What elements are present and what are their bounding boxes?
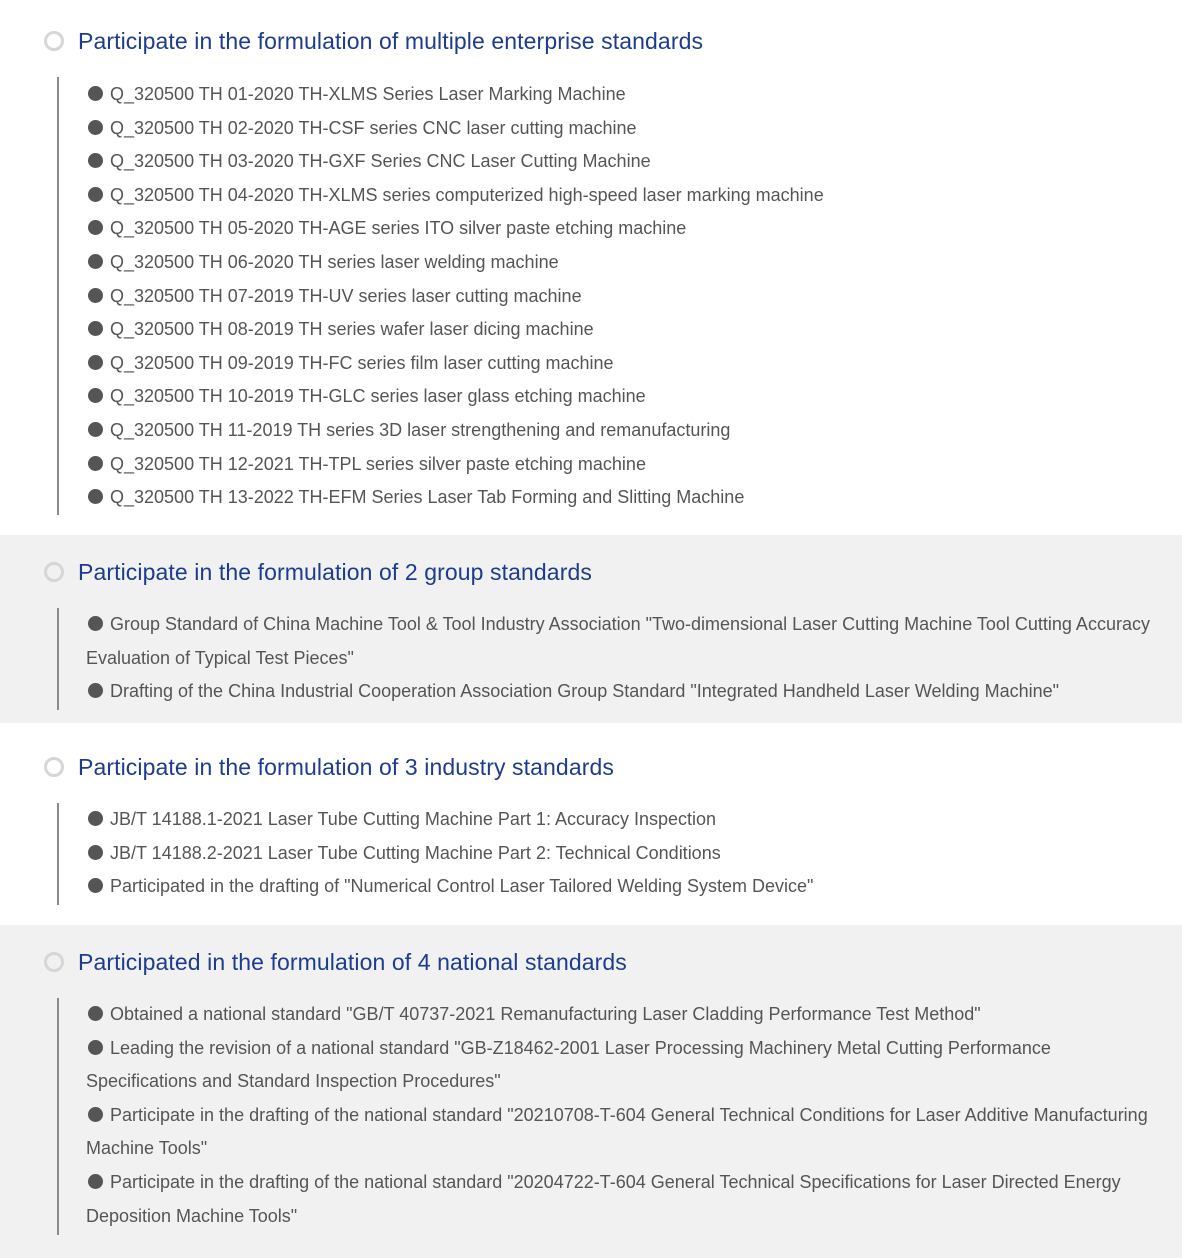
section-title: Participated in the formulation of 4 national standards	[78, 949, 627, 975]
list-item: Q_320500 TH 03-2020 TH-GXF Series CNC Laser Cutting Machine	[86, 145, 1157, 179]
section-header	[44, 947, 627, 977]
bullet-icon	[88, 120, 103, 135]
bullet-icon	[88, 683, 103, 698]
section-industry-standards	[0, 723, 1182, 925]
list-item: Q_320500 TH 11-2019 TH series 3D laser strengthening and remanufacturing	[86, 414, 1157, 448]
bullet-icon	[88, 878, 103, 893]
bullet-icon	[88, 1174, 103, 1189]
bullet-icon	[88, 321, 103, 336]
list-item: Q_320500 TH 12-2021 TH-TPL series silver paste etching machine	[86, 448, 1157, 482]
list-item: JB/T 14188.2-2021 Laser Tube Cutting Machine Part 2: Technical Conditions	[86, 837, 1157, 871]
list-item: Q_320500 TH 06-2020 TH series laser welding machine	[86, 246, 1157, 280]
item-list	[57, 998, 1157, 1235]
bullet-icon	[88, 153, 103, 168]
ring-icon	[44, 757, 64, 777]
bullet-icon	[88, 811, 103, 826]
bullet-icon	[88, 422, 103, 437]
ring-icon	[44, 562, 64, 582]
bullet-icon	[88, 489, 103, 504]
list-item: Participate in the drafting of the national standard "20210708-T-604 General Technical Conditions for Laser Additive Manufacturing Machine Tools"	[86, 1104, 1148, 1159]
item-list	[57, 803, 1157, 905]
bullet-icon	[88, 254, 103, 269]
section-header	[44, 557, 592, 587]
section-header	[44, 752, 614, 782]
bullet-icon	[88, 220, 103, 235]
bullet-icon	[88, 187, 103, 202]
bullet-icon	[88, 456, 103, 471]
list-item: Obtained a national standard "GB/T 40737-2021 Remanufacturing Laser Cladding Performance Test Method"	[86, 998, 1157, 1032]
bullet-icon	[88, 288, 103, 303]
list-item: Participate in the drafting of the national standard "20204722-T-604 General Technical Specifications for Laser Directed Energy Deposition Machine Tools"	[86, 1171, 1121, 1226]
list-item: Q_320500 TH 07-2019 TH-UV series laser cutting machine	[86, 280, 1157, 314]
item-list	[57, 77, 1157, 515]
list-item: Q_320500 TH 01-2020 TH-XLMS Series Laser Marking Machine	[86, 78, 1157, 112]
section-enterprise-standards	[0, 0, 1182, 535]
section-national-standards	[0, 925, 1182, 1258]
list-item: Q_320500 TH 09-2019 TH-FC series film laser cutting machine	[86, 347, 1157, 381]
bullet-icon	[88, 1107, 103, 1122]
list-item: Participated in the drafting of "Numerical Control Laser Tailored Welding System Device"	[86, 870, 1157, 904]
bullet-icon	[88, 1006, 103, 1021]
ring-icon	[44, 952, 64, 972]
list-item: Q_320500 TH 08-2019 TH series wafer laser dicing machine	[86, 313, 1157, 347]
list-item: Q_320500 TH 05-2020 TH-AGE series ITO silver paste etching machine	[86, 212, 1157, 246]
ring-icon	[44, 31, 64, 51]
section-group-standards	[0, 535, 1182, 723]
bullet-icon	[88, 845, 103, 860]
section-title: Participate in the formulation of multiple enterprise standards	[78, 28, 704, 54]
bullet-icon	[88, 1040, 103, 1055]
item-list	[57, 608, 1157, 710]
bullet-icon	[88, 616, 103, 631]
section-title: Participate in the formulation of 2 group standards	[78, 559, 592, 585]
section-title: Participate in the formulation of 3 industry standards	[78, 754, 614, 780]
list-item: Drafting of the China Industrial Cooperation Association Group Standard "Integrated Handheld Laser Welding Machine"	[86, 675, 1157, 709]
list-item: Q_320500 TH 10-2019 TH-GLC series laser glass etching machine	[86, 380, 1157, 414]
list-item: Q_320500 TH 04-2020 TH-XLMS series computerized high-speed laser marking machine	[86, 179, 1157, 213]
list-item: JB/T 14188.1-2021 Laser Tube Cutting Machine Part 1: Accuracy Inspection	[86, 803, 1157, 837]
section-header	[44, 26, 703, 56]
list-item: Group Standard of China Machine Tool & Tool Industry Association "Two-dimensional Laser Cutting Machine Tool Cutting Accuracy Evaluation of Typical Test Pieces"	[86, 614, 1150, 668]
bullet-icon	[88, 388, 103, 403]
list-item: Q_320500 TH 02-2020 TH-CSF series CNC laser cutting machine	[86, 112, 1157, 146]
bullet-icon	[88, 355, 103, 370]
list-item: Q_320500 TH 13-2022 TH-EFM Series Laser Tab Forming and Slitting Machine	[86, 481, 1157, 515]
bullet-icon	[88, 86, 103, 101]
list-item: Leading the revision of a national standard "GB-Z18462-2001 Laser Processing Machinery Metal Cutting Performance Specifications and Standard Inspection Procedures"	[86, 1037, 1051, 1092]
